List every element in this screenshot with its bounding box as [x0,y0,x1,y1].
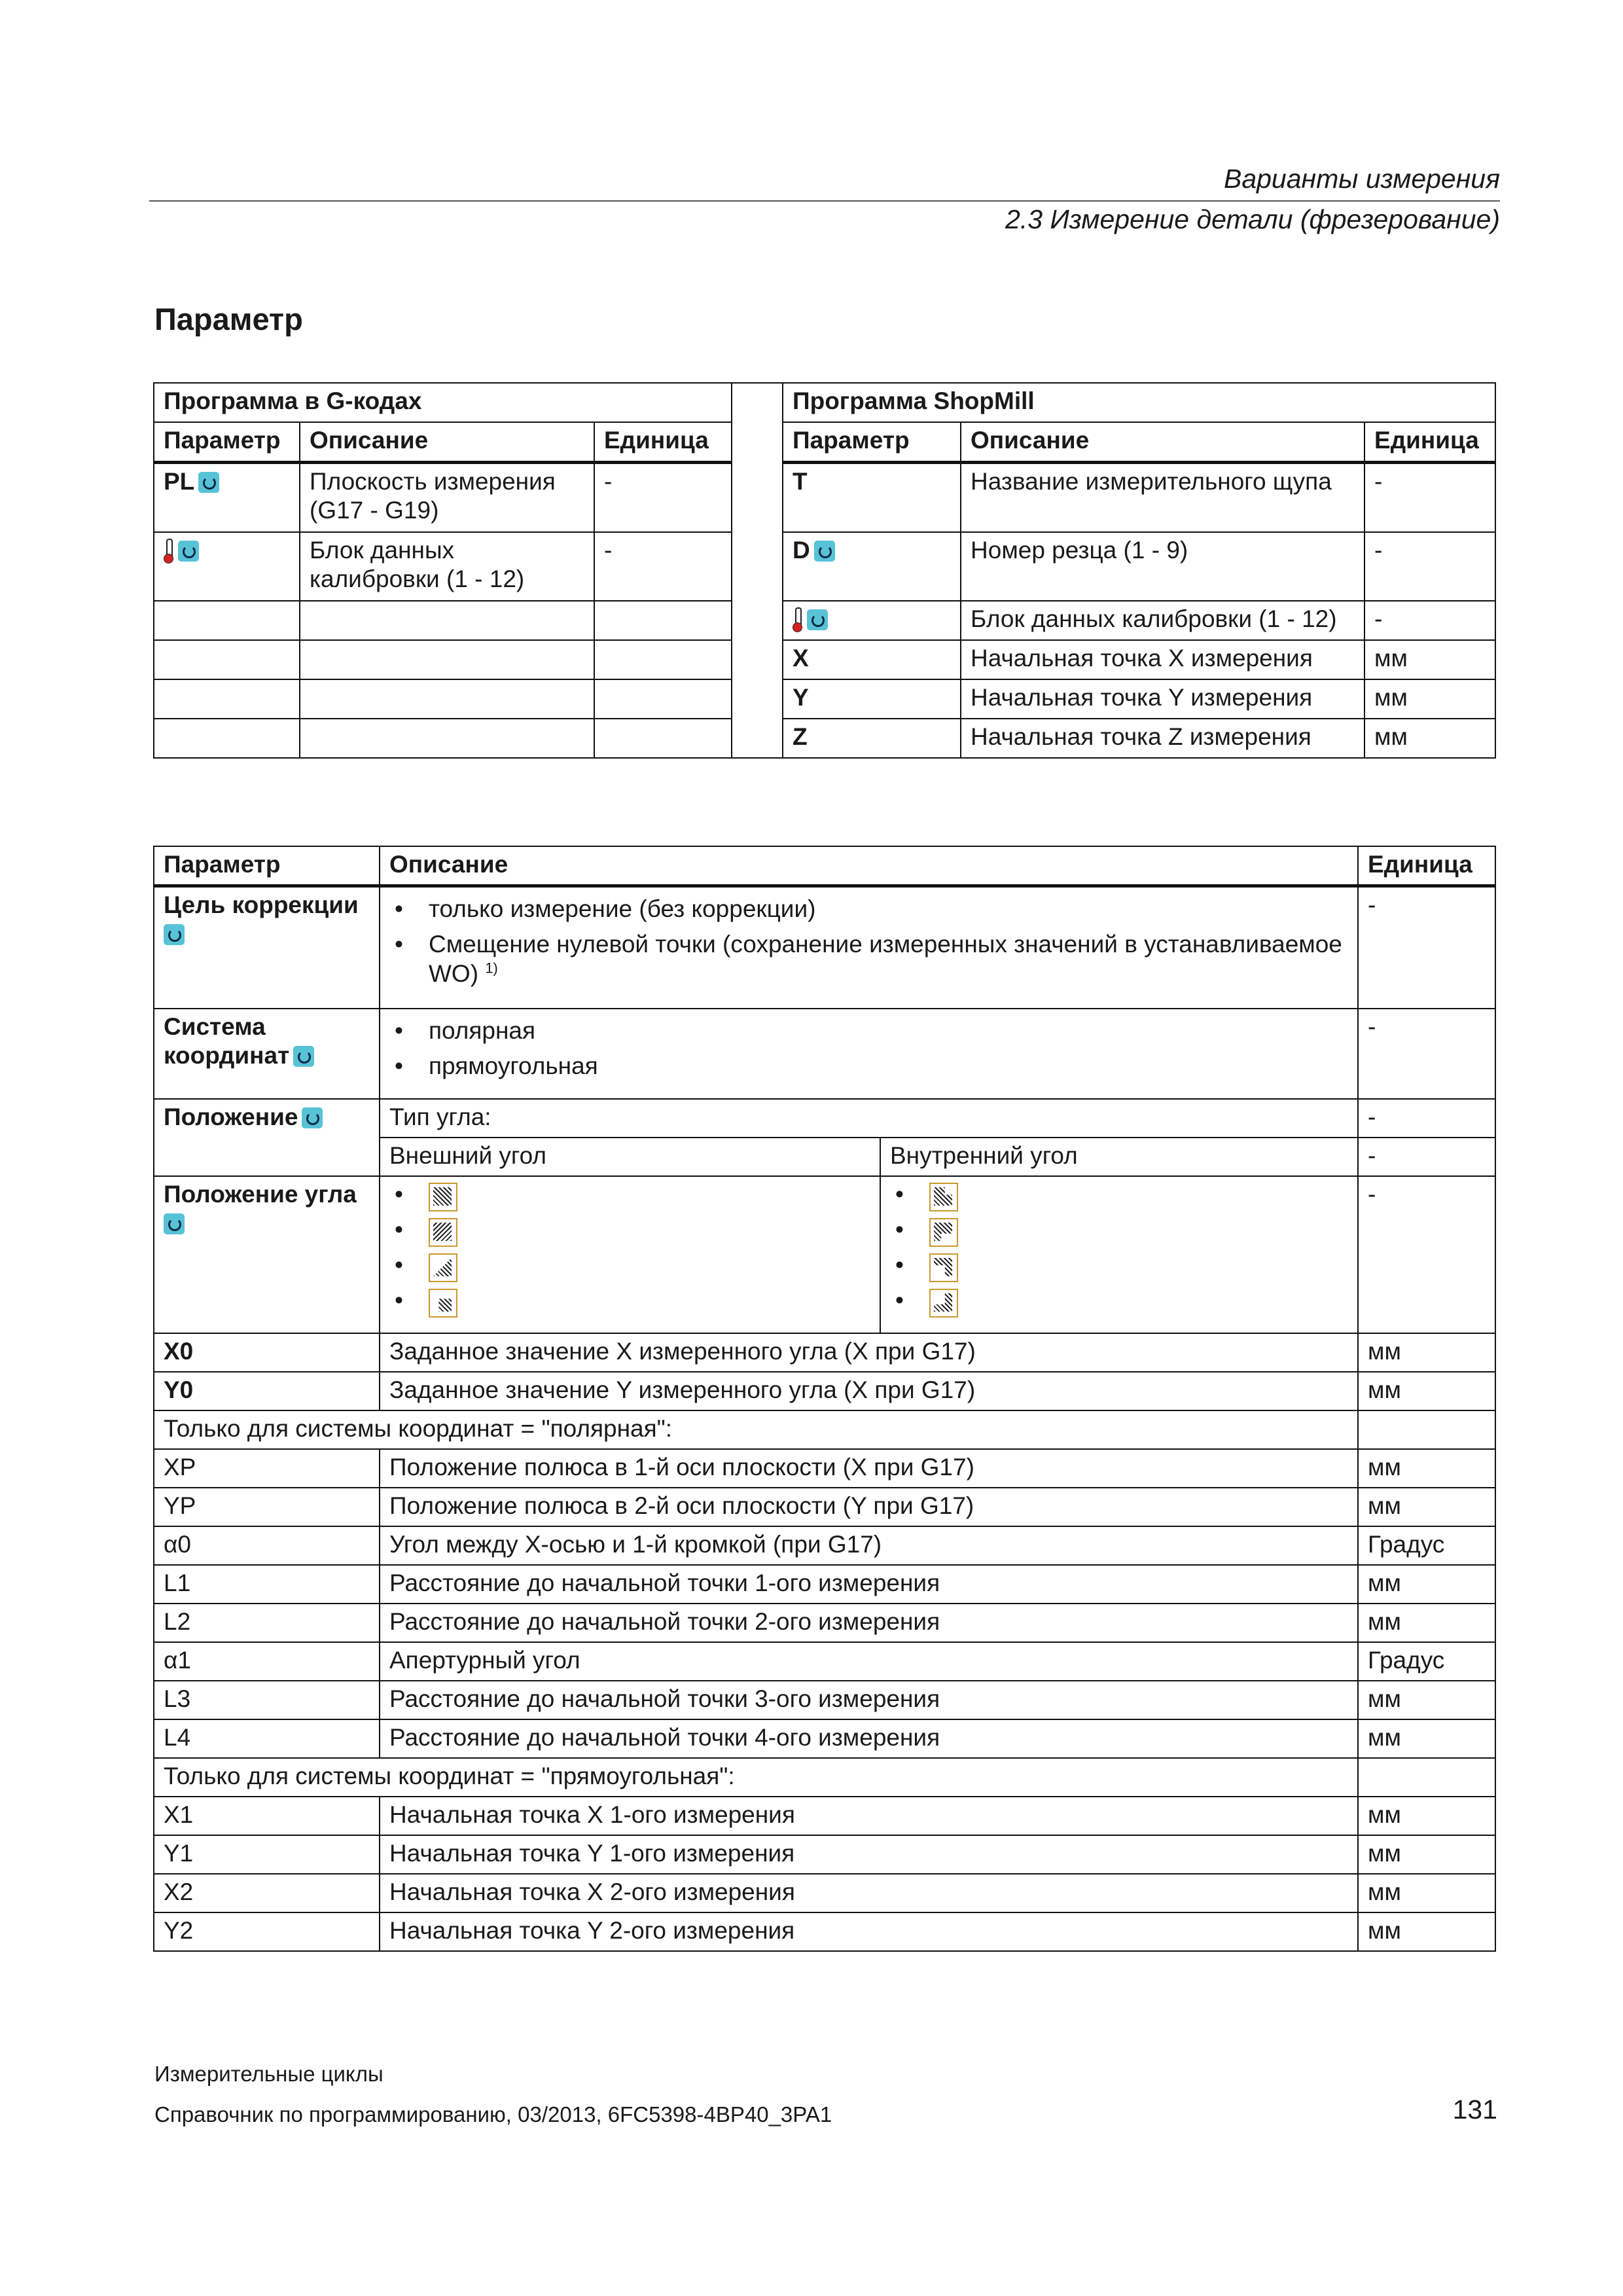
inner-corner-position-1-icon [929,1183,958,1211]
column-header-param: Параметр [154,846,380,886]
unit-cell: - [594,532,732,601]
table-row [154,532,1495,601]
unit-cell: мм [1358,1874,1495,1912]
param-cell: Y0 [154,1372,380,1410]
table-row [154,1874,1495,1912]
toggle-icon [293,1046,314,1067]
header-rule [149,200,1500,202]
empty-cell [154,640,300,679]
column-header-unit: Единица [594,422,732,463]
table-row [154,1565,1495,1604]
unit-cell: мм [1358,1604,1495,1642]
empty-cell [300,679,594,719]
empty-cell [1358,1410,1495,1449]
outer-corner-position-4-icon [429,1289,457,1318]
unit-cell: - [594,463,732,533]
table-gap [732,383,783,422]
table-gap [732,719,783,758]
column-header-desc: Описание [300,422,594,463]
unit-cell: мм [1364,679,1495,719]
param-cell: T [783,463,961,533]
inner-corner-position-3-icon [929,1253,958,1282]
measurement-parameters-table [153,846,1496,1952]
unit-cell: мм [1358,1835,1495,1874]
list-item: • Смещение нулевой точки (сохранение измеренных значений в устанавливаемое WO) $^{1)}$ [389,930,1348,988]
footer-document-title: Измерительные циклы [154,2062,383,2086]
param-cell: Положение угла [154,1176,380,1333]
param-cell: D [783,532,961,601]
desc-cell: Начальная точка Z измерения [961,719,1364,758]
unit-cell: мм [1358,1565,1495,1604]
list-item [890,1251,1348,1286]
table-gap [732,601,783,640]
param-cell: YP [154,1488,380,1526]
toggle-icon [814,541,835,562]
gcode-program-title: Программа в G-кодах [154,383,732,422]
desc-cell: Расстояние до начальной точки 1-ого измерения [380,1565,1358,1604]
unit-cell: Градус [1358,1526,1495,1565]
desc-cell: Тип угла: [380,1099,1358,1138]
toggle-icon [164,924,185,945]
column-header-param: Параметр [154,422,300,463]
unit-cell: мм [1358,1372,1495,1410]
column-header-desc: Описание [961,422,1364,463]
table-row [154,1719,1495,1758]
toggle-icon [178,541,199,562]
param-cell: PL [154,463,300,533]
unit-cell: - [1358,1099,1495,1138]
unit-cell: - [1364,463,1495,533]
desc-cell: Начальная точка Y 2-ого измерения [380,1912,1358,1951]
shopmill-program-title: Программа ShopMill [783,383,1495,422]
param-cell: Положение [154,1099,380,1176]
desc-cell: Положение полюса в 2-й оси плоскости (Y при G17) [380,1488,1358,1526]
column-header-unit: Единица [1364,422,1495,463]
list-item [389,1251,870,1286]
list-item [890,1286,1348,1321]
param-cell: X1 [154,1797,380,1835]
param-cell [154,532,300,601]
outer-corner-position-3-icon [429,1253,457,1282]
desc-cell: Заданное значение X измеренного угла (X при G17) [380,1333,1358,1372]
table-row [154,1642,1495,1681]
param-cell: X2 [154,1874,380,1912]
column-header-param: Параметр [783,422,961,463]
table-row [154,1372,1495,1410]
table-row [154,601,1495,640]
param-cell [783,601,961,640]
inner-corner-position-4-icon [929,1289,958,1318]
param-cell: X0 [154,1333,380,1372]
toggle-icon [807,609,828,630]
table-row [154,1009,1495,1099]
unit-cell: - [1358,1009,1495,1099]
param-cell: Цель коррекции [154,886,380,1009]
table-gap [732,679,783,719]
param-cell: α1 [154,1642,380,1681]
desc-cell: Плоскость измерения (G17 - G19) [300,463,594,533]
unit-cell: мм [1358,1681,1495,1719]
inner-corner-options [880,1176,1358,1333]
column-header-desc: Описание [380,846,1358,886]
desc-cell: Блок данных калибровки (1 - 12) [961,601,1364,640]
param-cell: L3 [154,1681,380,1719]
desc-cell: Угол между X-осью и 1-й кромкой (при G17) [380,1526,1358,1565]
table-row [154,679,1495,719]
page-number: 131 [1452,2094,1497,2125]
param-cell: XP [154,1449,380,1488]
footer-document-ref: Справочник по программированию, 03/2013, 6FC5398-4BP40_3PA1 [154,2102,832,2126]
table-row [154,1099,1495,1138]
desc-cell: Апертурный угол [380,1642,1358,1681]
unit-cell: мм [1358,1488,1495,1526]
table-row [154,1912,1495,1951]
desc-cell: Расстояние до начальной точки 3-ого измерения [380,1681,1358,1719]
list-item: • полярная [389,1016,1348,1045]
list-item [389,1286,870,1321]
empty-cell [154,601,300,640]
param-cell: L1 [154,1565,380,1604]
outer-corner-options [380,1176,880,1333]
unit-cell: - [1364,601,1495,640]
outer-corner-cell: Внешний угол [380,1138,880,1176]
desc-cell: Положение полюса в 1-й оси плоскости (X при G17) [380,1449,1358,1488]
param-cell: Y [783,679,961,719]
desc-cell [380,1009,1358,1099]
list-item: • прямоугольная [389,1052,1348,1081]
table-row [154,1758,1495,1797]
table-gap [732,422,783,463]
running-header-section: 2.3 Измерение детали (фрезерование) [1005,204,1500,234]
empty-cell [300,640,594,679]
desc-cell [380,886,1358,1009]
empty-cell [594,679,732,719]
param-cell: X [783,640,961,679]
desc-cell: Расстояние до начальной точки 4-ого измерения [380,1719,1358,1758]
table-row [154,1176,1495,1333]
outer-corner-position-1-icon [429,1183,457,1211]
inner-corner-position-2-icon [929,1218,958,1247]
calibration-thermometer-icon [793,607,802,632]
desc-cell: Название измерительного щупа [961,463,1364,533]
column-header-unit: Единица [1358,846,1495,886]
polar-note: Только для системы координат = "полярная": [154,1410,1358,1449]
param-cell: α0 [154,1526,380,1565]
unit-cell: - [1358,1138,1495,1176]
list-item [890,1215,1348,1251]
program-parameters-table [153,382,1496,759]
empty-cell [594,601,732,640]
desc-cell: Начальная точка X измерения [961,640,1364,679]
empty-cell [1358,1758,1495,1797]
empty-cell [300,719,594,758]
unit-cell: - [1364,532,1495,601]
empty-cell [300,601,594,640]
running-header-chapter: Варианты измерения [1223,164,1500,194]
unit-cell: - [1358,1176,1495,1333]
table-row [154,1835,1495,1874]
unit-cell: мм [1358,1449,1495,1488]
empty-cell [594,719,732,758]
outer-corner-position-2-icon [429,1218,457,1247]
table-row [154,1526,1495,1565]
rectangular-note: Только для системы координат = "прямоугольная": [154,1758,1358,1797]
param-cell: L2 [154,1604,380,1642]
desc-cell: Начальная точка Y 1-ого измерения [380,1835,1358,1874]
inner-corner-cell: Внутренний угол [880,1138,1358,1176]
footnote-ref: 1) [485,960,498,977]
unit-cell: мм [1364,719,1495,758]
table-row [154,640,1495,679]
table-row [154,1333,1495,1372]
param-cell: Y2 [154,1912,380,1951]
table-gap [732,463,783,533]
list-item [389,1215,870,1251]
table-row [154,1410,1495,1449]
unit-cell: - [1358,886,1495,1009]
list-item [389,1180,870,1215]
param-cell: Система координат [154,1009,380,1099]
table-row [154,463,1495,533]
toggle-icon [164,1213,185,1234]
desc-cell: Расстояние до начальной точки 2-ого измерения [380,1604,1358,1642]
empty-cell [594,640,732,679]
table-row [154,886,1495,1009]
desc-cell: Номер резца (1 - 9) [961,532,1364,601]
table-row [154,719,1495,758]
list-item: • только измерение (без коррекции) [389,895,1348,924]
table-gap [732,532,783,601]
param-cell: Y1 [154,1835,380,1874]
unit-cell: мм [1358,1912,1495,1951]
desc-cell: Начальная точка Y измерения [961,679,1364,719]
desc-cell: Блок данных калибровки (1 - 12) [300,532,594,601]
unit-cell: Градус [1358,1642,1495,1681]
desc-cell: Начальная точка X 1-ого измерения [380,1797,1358,1835]
unit-cell: мм [1364,640,1495,679]
table-row [154,1449,1495,1488]
calibration-thermometer-icon [164,539,173,564]
list-item [890,1180,1348,1215]
table-gap [732,640,783,679]
table-row [154,1488,1495,1526]
toggle-icon [302,1107,323,1128]
table-row [154,1681,1495,1719]
unit-cell: мм [1358,1719,1495,1758]
table-row [154,1604,1495,1642]
desc-cell: Начальная точка X 2-ого измерения [380,1874,1358,1912]
empty-cell [154,719,300,758]
section-title: Параметр [154,302,303,336]
unit-cell: мм [1358,1797,1495,1835]
param-cell: Z [783,719,961,758]
table-row [154,1797,1495,1835]
desc-cell: Заданное значение Y измеренного угла (X при G17) [380,1372,1358,1410]
param-cell: L4 [154,1719,380,1758]
empty-cell [154,679,300,719]
toggle-icon [198,472,219,493]
unit-cell: мм [1358,1333,1495,1372]
